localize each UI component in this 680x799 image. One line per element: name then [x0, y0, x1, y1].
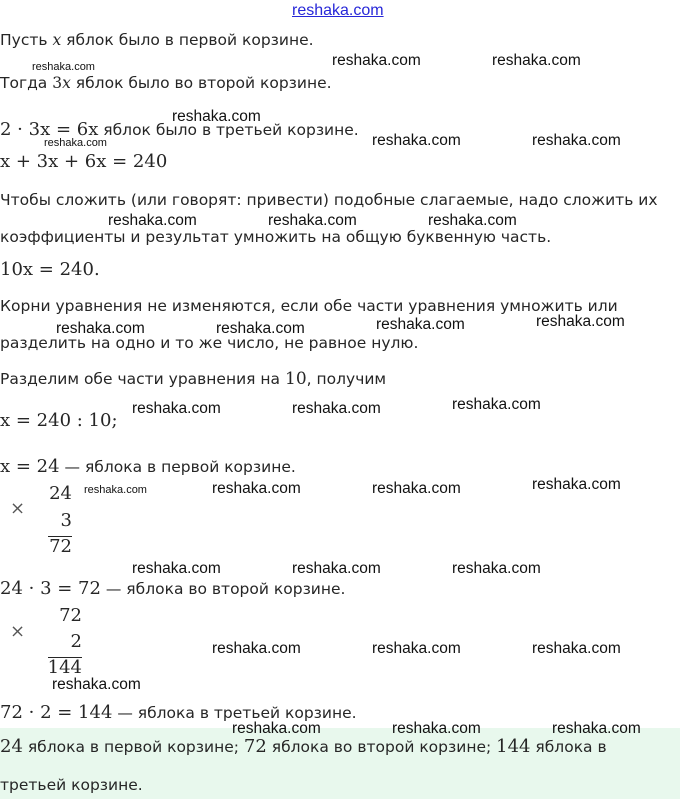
watermark: reshaka.com [532, 132, 621, 149]
watermark: reshaka.com [32, 61, 95, 73]
text: яблок было во второй корзине. [70, 74, 332, 92]
text: — яблока во второй корзине. [100, 580, 346, 598]
watermark: reshaka.com [44, 137, 107, 149]
line-10 [0, 456, 296, 477]
rule-text-4: разделить на одно и то же число, не равное нулю. [0, 334, 419, 352]
text: Пусть [0, 31, 53, 49]
equation-3: 2 · 3x = 6x [0, 119, 99, 140]
equation-6: 10x = 240. [0, 259, 100, 280]
text: яблока во второй корзине; [266, 738, 497, 756]
var-x: x [62, 74, 71, 92]
watermark: reshaka.com [532, 476, 621, 493]
watermark: reshaka.com [376, 316, 465, 333]
watermark: reshaka.com [332, 52, 421, 69]
rule-text-2: коэффициенты и результат умножить на общую буквенную часть. [0, 228, 552, 246]
text: — яблока в третьей корзине. [112, 704, 357, 722]
watermark: reshaka.com [132, 560, 221, 577]
watermark: reshaka.com [268, 212, 357, 229]
equation-11: 24 · 3 = 72 [0, 578, 101, 599]
text: Тогда [0, 74, 53, 92]
watermark: reshaka.com [452, 560, 541, 577]
answer-line-1 [0, 736, 607, 757]
calc1-result: 72 [49, 536, 72, 557]
rule-text-3: Корни уравнения не изменяются, если обе части уравнения умножить или [0, 297, 618, 315]
line-1 [0, 31, 314, 49]
watermark: reshaka.com [212, 640, 301, 657]
watermark: reshaka.com [232, 720, 321, 737]
text: яблок было в первой корзине. [61, 31, 314, 49]
rule-text-1: Чтобы сложить (или говорят: привести) подобные слагаемые, надо сложить их [0, 191, 658, 209]
text: яблок было в третьей корзине. [98, 121, 359, 139]
watermark: reshaka.com [372, 132, 461, 149]
calc1-top: 24 [49, 483, 72, 504]
site-link[interactable]: reshaka.com [292, 2, 384, 19]
text: — яблока в первой корзине. [59, 458, 296, 476]
answer-line-2: третьей корзине. [0, 776, 143, 794]
line-11 [0, 578, 345, 599]
line-2 [0, 74, 332, 92]
watermark: reshaka.com [84, 484, 147, 496]
var-x: x [52, 31, 62, 49]
num: 24 [0, 736, 23, 757]
equation-12: 72 · 2 = 144 [0, 702, 113, 723]
multiply-sign: × [10, 498, 26, 519]
calc1-mid: 3 [60, 510, 72, 531]
watermark: reshaka.com [212, 480, 301, 497]
watermark: reshaka.com [292, 400, 381, 417]
num: 144 [496, 736, 531, 757]
watermark: reshaka.com [532, 640, 621, 657]
watermark: reshaka.com [56, 320, 145, 337]
num: 10 [285, 369, 307, 389]
num: 3 [52, 74, 63, 92]
watermark: reshaka.com [428, 212, 517, 229]
text: яблока в [530, 738, 607, 756]
watermark: reshaka.com [372, 640, 461, 657]
watermark: reshaka.com [536, 313, 625, 330]
watermark: reshaka.com [172, 108, 261, 125]
watermark: reshaka.com [452, 396, 541, 413]
calc2-mid: 2 [70, 631, 82, 652]
text: яблока в первой корзине; [22, 738, 244, 756]
multiply-sign: × [10, 621, 26, 642]
equation-9: x = 240 : 10; [0, 410, 118, 431]
text: , получим [306, 370, 387, 388]
line-8 [0, 369, 386, 389]
watermark: reshaka.com [492, 52, 581, 69]
equation-4: x + 3x + 6x = 240 [0, 151, 168, 172]
watermark: reshaka.com [552, 720, 641, 737]
num: 72 [243, 736, 267, 757]
text: Разделим обе части уравнения на [0, 370, 285, 388]
calc2-top: 72 [59, 605, 82, 626]
watermark: reshaka.com [292, 560, 381, 577]
watermark: reshaka.com [372, 480, 461, 497]
calc2-result: 144 [47, 657, 82, 678]
watermark: reshaka.com [52, 676, 141, 693]
equation-10: x = 24 [0, 456, 60, 477]
watermark: reshaka.com [216, 320, 305, 337]
watermark: reshaka.com [108, 212, 197, 229]
watermark: reshaka.com [392, 720, 481, 737]
watermark: reshaka.com [132, 400, 221, 417]
